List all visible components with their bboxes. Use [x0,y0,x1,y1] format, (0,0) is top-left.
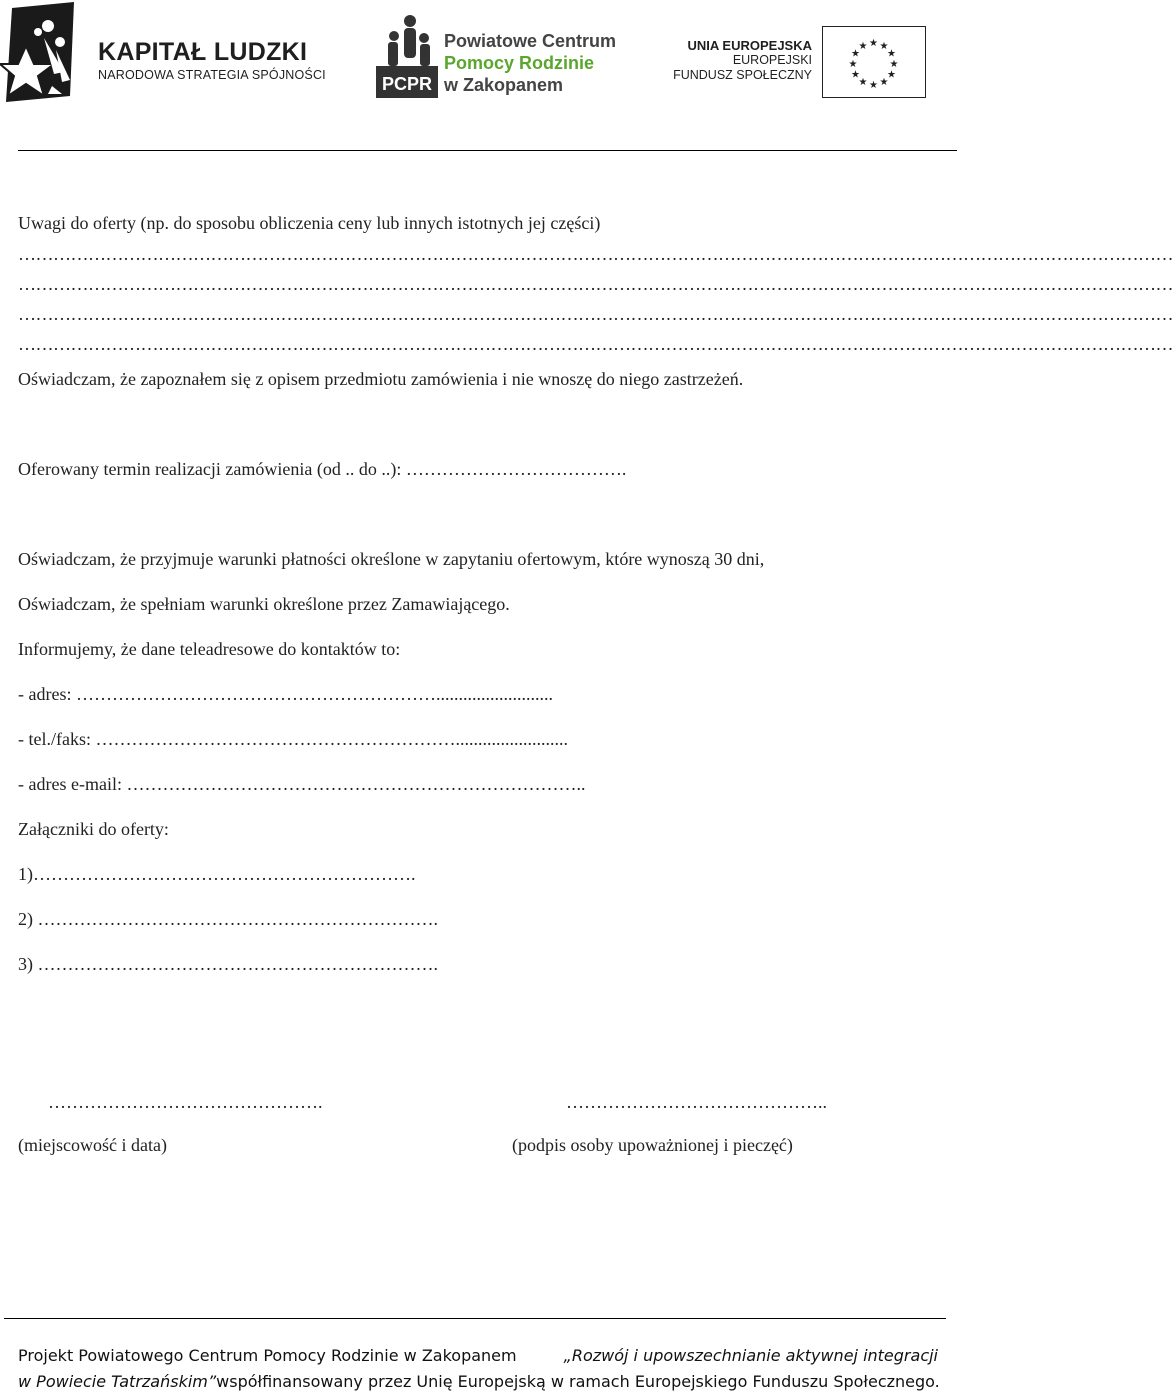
attachment-1: 1)………………………………………………………. [18,864,416,884]
svg-text:★: ★ [869,38,878,49]
contact-intro: Informujemy, że dane teleadresowe do kontaktów to: [18,639,401,659]
pcpr-badge-text: PCPR [381,74,433,94]
pcpr-logo-icon [376,14,438,98]
remarks-dots-2: ……………………………………………………………………………………………………………………………………………………………………………… [18,274,1173,294]
svg-text:★: ★ [851,48,860,60]
pcpr-line-1: Powiatowe Centrum [444,31,617,51]
svg-text:★: ★ [858,77,868,88]
footer-project-title-end: w Powiecie Tatrzańskim” [18,1372,217,1391]
footer-row-1 [18,1343,938,1369]
contact-phone: - tel./faks: ……………………………………………………......................... [18,729,568,749]
contact-email: - adres e-mail: ………………………………………………………………….. [18,774,586,794]
remarks-dots-3: ……………………………………………………………………………………………………………………………………………………………………………… [18,304,1173,324]
signature-right-label: (podpis osoby upoważnionej i pieczęć) [512,1135,793,1155]
pcpr-name [444,30,616,96]
svg-text:★: ★ [879,77,889,88]
svg-text:★: ★ [851,69,860,81]
kapital-ludzki-logo [4,2,334,102]
signature-left-label: (miejscowość i data) [18,1135,167,1155]
svg-text:★: ★ [879,41,889,52]
term-line: Oferowany termin realizacji zamówienia (od .. do ..): ………………………………. [18,459,627,479]
header-divider [18,150,957,151]
statement-read: Oświadczam, że zapoznałem się z opisem przedmiotu zamówienia i nie wnoszę do niego zastrzeżeń. [18,369,744,389]
eu-flag-icon [822,26,926,98]
eu-text [672,38,812,83]
statement-payment: Oświadczam, że przyjmuje warunki płatności określone w zapytaniu ofertowym, które wynoszą 30 dni, [18,549,765,569]
pcpr-logo [376,14,636,100]
attachments-label: Załączniki do oferty: [18,819,169,839]
signature-left-dots: ………………………………………. [48,1092,323,1112]
footer-project-title-start: „Rozwój i upowszechnianie aktywnej integracji [563,1346,938,1365]
page-header [0,0,960,110]
attachment-3: 3) …………………………………………………………. [18,954,438,974]
footer-funding: współfinansowany przez Unię Europejską w ramach Europejskiego Funduszu Społecznego. [216,1372,940,1391]
svg-text:★: ★ [889,59,899,70]
kapital-ludzki-subtitle: NARODOWA STRATEGIA SPÓJNOŚCI [98,68,326,82]
kapital-ludzki-title: KAPITAŁ LUDZKI [98,38,308,66]
svg-text:★: ★ [848,59,858,70]
svg-text:★: ★ [858,41,868,52]
attachment-2: 2) …………………………………………………………. [18,909,438,929]
kapital-ludzki-logo-icon [4,2,92,102]
remarks-dots-1: ……………………………………………………………………………………………………………………………………………………………………………… [18,244,1173,264]
svg-text:★: ★ [887,69,896,81]
eu-line-2: EUROPEJSKI [732,53,812,67]
eu-line-1: UNIA EUROPEJSKA [687,38,812,53]
svg-text:★: ★ [869,80,878,91]
footer-divider [4,1318,946,1319]
eu-line-3: FUNDUSZ SPOŁECZNY [673,68,812,82]
pcpr-line-3: w Zakopanem [444,75,564,95]
footer-row-2 [18,1369,938,1395]
pcpr-line-2: Pomocy Rodzinie [444,53,595,73]
eu-logo [672,26,932,100]
footer-project: Projekt Powiatowego Centrum Pomocy Rodzinie w Zakopanem [18,1346,517,1365]
remarks-label: Uwagi do oferty (np. do sposobu obliczenia ceny lub innych istotnych jej części) [18,213,601,233]
svg-text:★: ★ [887,48,896,60]
signature-right-dots: …………………………………….. [566,1092,827,1112]
remarks-dots-4: ……………………………………………………………………………………………………………………………………………………………………………… [18,334,1173,354]
statement-conditions: Oświadczam, że spełniam warunki określone przez Zamawiającego. [18,594,510,614]
page-footer [18,1343,938,1395]
contact-address: - adres: …………………………………………………….......................... [18,684,553,704]
